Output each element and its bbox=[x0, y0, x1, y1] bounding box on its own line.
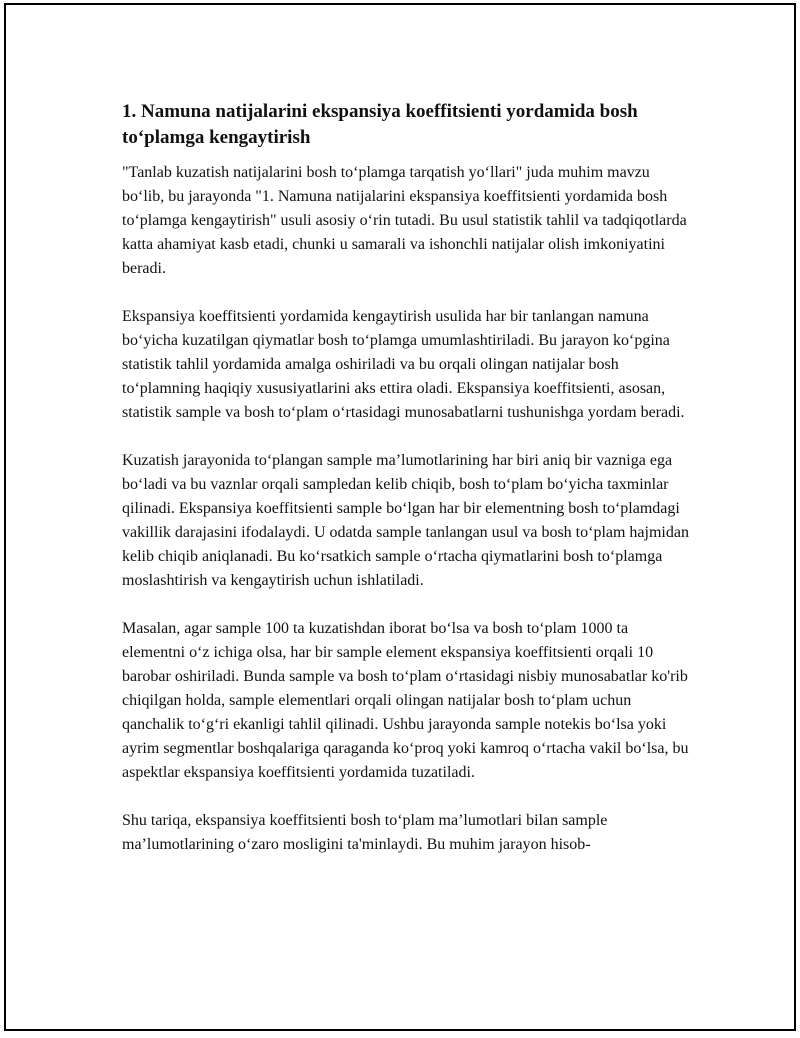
paragraph-intro: "Tanlab kuzatish natijalarini bosh to‘plamga tarqatish yo‘llari" juda muhim mavzu bo‘lib, bu jarayonda "1. Namuna natijalarini ekspansiya koeffitsienti yordamida bosh to‘plamga kengaytirish" usuli asosiy o‘rin tutadi. Bu usul statistik tahlil va tadqiqotlarda katta ahamiyat kasb etadi, chunki u samarali va ishonchli natijalar olish imkoniyatini beradi. bbox=[122, 164, 687, 277]
document-page bbox=[4, 3, 796, 1031]
section-heading: 1. Namuna natijalarini ekspansiya koeffitsienti yordamida bosh to‘plamga kengaytirish bbox=[122, 101, 638, 148]
document-body bbox=[122, 99, 692, 881]
paragraph-conclusion: Shu tariqa, ekspansiya koeffitsienti bosh to‘plam ma’lumotlari bilan sample ma’lumotlarining o‘zaro mosligini ta'minlaydi. Bu muhim jarayon hisob- bbox=[122, 812, 608, 853]
paragraph-expansion-method: Ekspansiya koeffitsienti yordamida kengaytirish usulida har bir tanlangan namuna bo‘yicha kuzatilgan qiymatlar bosh to‘plamga umumlashtiriladi. Bu jarayon ko‘pgina statistik tahlil yordamida amalga oshiriladi va bu orqali olingan natijalar bosh to‘plamning haqiqiy xususiyatlarini aks ettira oladi. Ekspansiya koeffitsienti, asosan, statistik sample va bosh to‘plam o‘rtasidagi munosabatlarni tushunishga yordam beradi. bbox=[122, 308, 685, 421]
paragraph-example: Masalan, agar sample 100 ta kuzatishdan iborat bo‘lsa va bosh to‘plam 1000 ta elementni o‘z ichiga olsa, har bir sample element ekspansiya koeffitsienti orqali 10 barobar oshiriladi. Bunda sample va bosh to‘plam o‘rtasidagi nisbiy munosabatlar ko'rib chiqilgan holda, sample elementlari orqali olingan natijalar bosh to‘plam uchun qanchalik to‘g‘ri ekanligi tahlil qilinadi. Ushbu jarayonda sample notekis bo‘lsa yoki ayrim segmentlar boshqalariga qaraganda ko‘proq yoki kamroq o‘rtacha vakil bo‘lsa, bu aspektlar ekspansiya koeffitsienti yordamida tuzatiladi. bbox=[122, 620, 689, 781]
paragraph-sample-weights: Kuzatish jarayonida to‘plangan sample ma’lumotlarining har biri aniq bir vazniga ega bo‘ladi va bu vaznlar orqali sampledan kelib chiqib, bosh to‘plam bo‘yicha taxminlar qilinadi. Ekspansiya koeffitsienti sample bo‘lgan har bir elementning bosh to‘plamdagi vakillik darajasini ifodalaydi. U odatda sample tanlangan usul va bosh to‘plam hajmidan kelib chiqib aniqlanadi. Bu ko‘rsatkich sample o‘rtacha qiymatlarini bosh to‘plamga moslashtirish va kengaytirish uchun ishlatiladi. bbox=[122, 452, 689, 589]
